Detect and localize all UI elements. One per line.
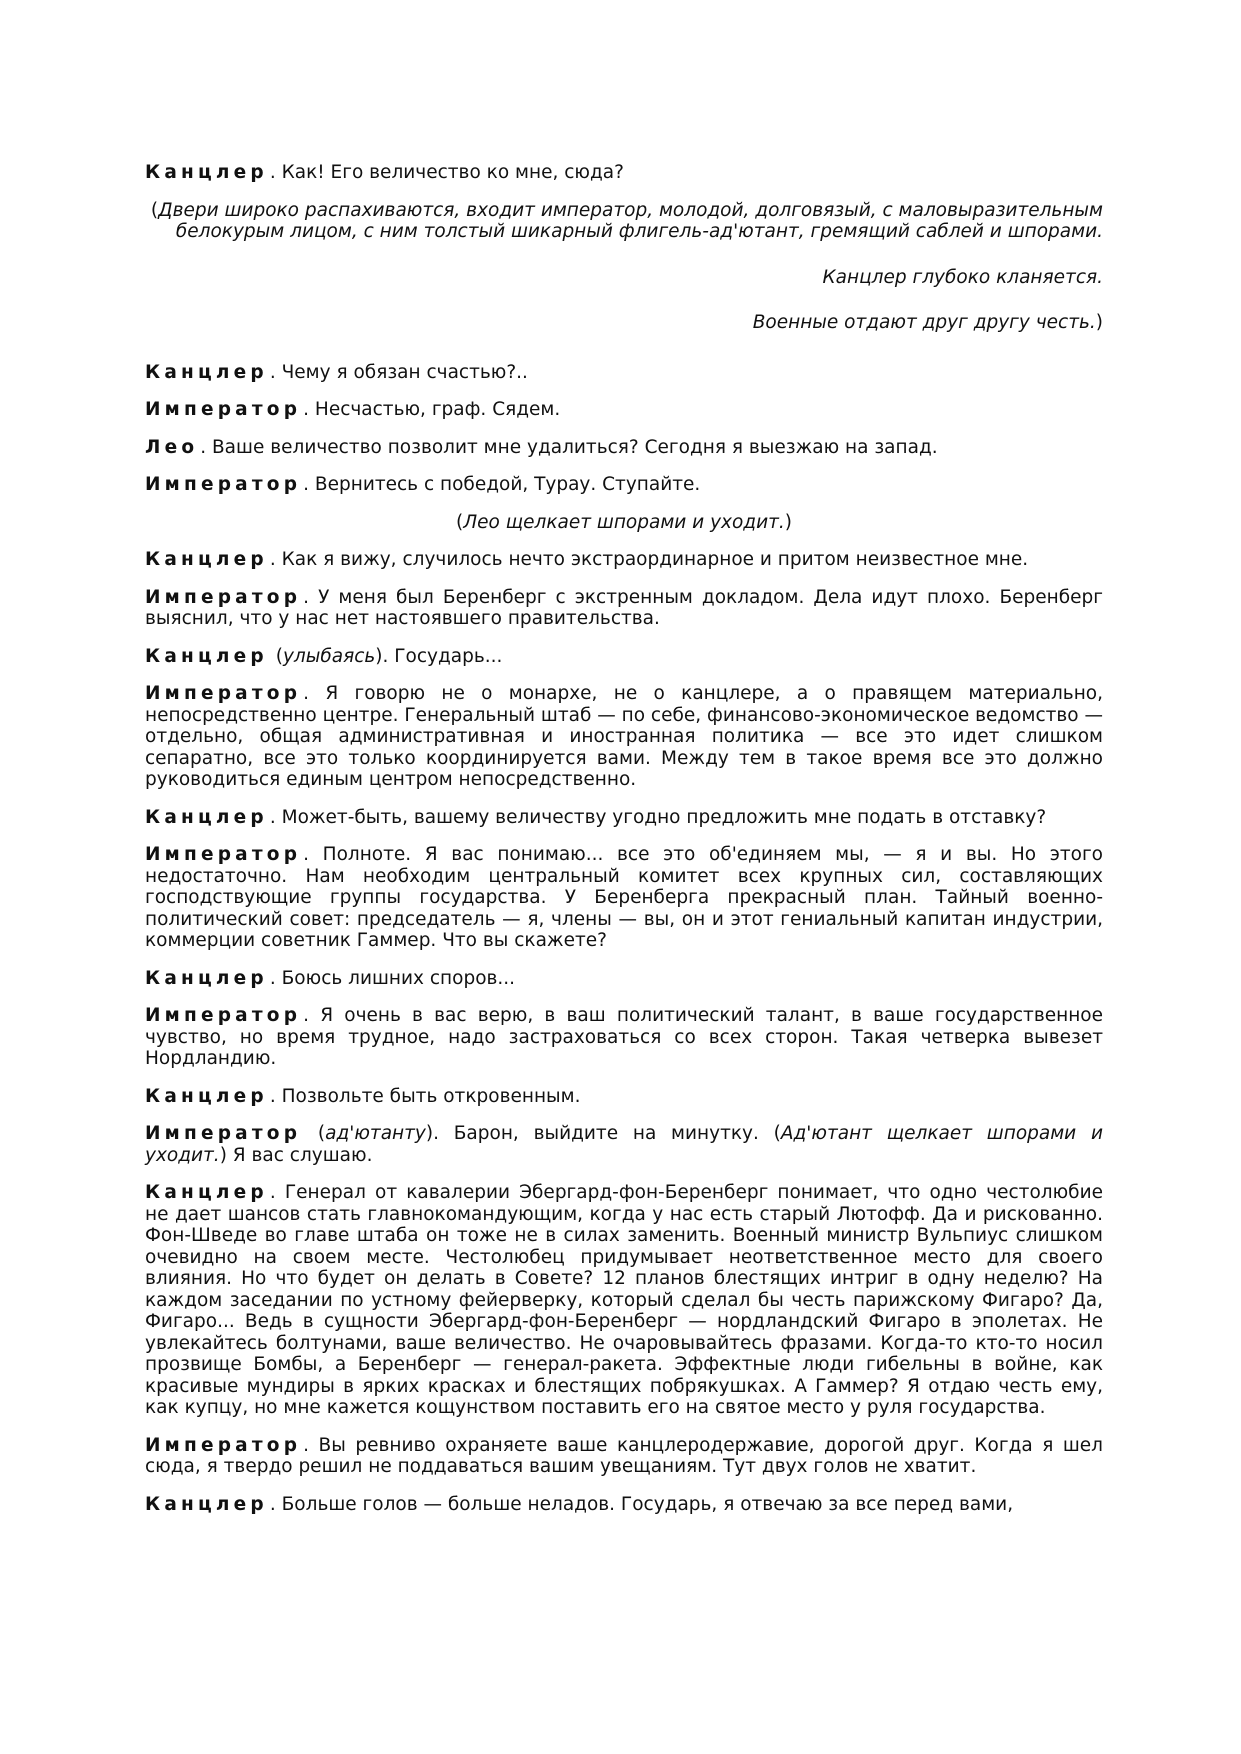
speech-emperor (145, 399, 1103, 421)
speaker-name: Канцлер (145, 361, 268, 383)
speaker-name: Император (145, 1434, 302, 1456)
speech-chancellor (145, 968, 1103, 990)
direction-text: Лео щелкает шпорами и уходит. (463, 511, 785, 533)
speech-text: . Вернитесь с победой, Турау. Ступайте. (303, 474, 701, 495)
remark-text: ад'ютанту (325, 1123, 426, 1144)
speech-emperor (145, 1005, 1103, 1070)
direction-paren-close: ) (784, 511, 792, 533)
speech-text: . Я очень в вас верю, в ваш политический талант, в ваше государственное чувство, но время трудное, надо застраховаться со всех сторон. Такая четверка вывезет Нордландию. (145, 1005, 1103, 1069)
stage-direction (145, 200, 1103, 243)
direction-paren-close: ) (1095, 312, 1103, 333)
speech-text: . Полноте. Я вас понимаю... все это об'единяем мы, — я и вы. Но этого недостаточно. Нам необходим центральный комитет всех крупных сил, составляющих господствующие группы государства. У Беренберга прекрасный план. Тайный военно-политический совет: председатель — я, члены — вы, он и этот гениальный капитан индустрии, коммерции советник Гаммер. Что вы скажете? (145, 844, 1103, 951)
speech-leo (145, 437, 1103, 459)
direction-text: Двери широко распахиваются, входит император, молодой, долговязый, с маловыразительным белокурым лицом, с ним толстый шикарный флигель-ад'ютант, гремящий саблей и шпорами. (158, 199, 1103, 242)
play-text (145, 162, 1103, 1531)
speech-chancellor (145, 1182, 1103, 1419)
speech-text: . Как! Его величество ко мне, сюда? (269, 162, 624, 183)
speech-chancellor (145, 1086, 1103, 1108)
speech-text: . Вы ревниво охраняете ваше канцлеродержавие, дорогой друг. Когда я шел сюда, я твердо решил не поддаваться вашим увещаниям. Тут двух голов не хватит. (145, 1434, 1103, 1477)
speech-emperor (145, 683, 1103, 791)
speaker-name: Император (145, 474, 302, 495)
speech-text: . Боюсь лишних споров... (269, 967, 516, 989)
speech-text: . Несчастью, граф. Сядем. (303, 399, 561, 420)
speech-emperor (145, 844, 1103, 952)
speech-text: ) Я вас слушаю. (219, 1144, 373, 1166)
speech-emperor (145, 1435, 1103, 1478)
speaker-name: Канцлер (145, 645, 268, 667)
speaker-name: Канцлер (145, 806, 268, 828)
speech-chancellor (145, 807, 1103, 829)
speech-text: ). Государь... (375, 645, 503, 667)
stage-direction (145, 267, 1103, 289)
speaker-name: Канцлер (145, 162, 268, 183)
speaker-name: Канцлер (145, 1182, 268, 1203)
speech-chancellor (145, 549, 1103, 571)
speech-text: . У меня был Беренберг с экстренным докладом. Дела идут плохо. Беренберг выяснил, что у нас нет настоявшего правительства. (145, 586, 1103, 629)
direction-text: Военные отдают друг другу честь. (752, 312, 1096, 333)
speech-text: . Может-быть, вашему величеству угодно предложить мне подать в отставку? (269, 806, 1047, 828)
speech-text: . Генерал от кавалерии Эбергард-фон-Беренберг понимает, что одно честолюбие не дает шансов стать главнокомандующим, когда у нас есть старый Лютофф. Да и рискованно. Фон-Шведе во главе штаба он тоже не в силах заменить. Военный министр Вульпиус слишком очевидно на своем месте. Честолюбец придумывает неответственное место для своего влияния. Но что будет он делать в Совете? 12 планов блестящих интриг в одну неделю? На каждом заседании по устному фейерверку, который сделал бы честь парижскому Фигаро? Да, Фигаро... Ведь в сущности Эбергард-фон-Беренберг — нордландский Фигаро в эполетах. Не увлекайтесь болтунами, ваше величество. Не очаровывайтесь фразами. Когда-то кто-то носил прозвище Бомбы, а Беренберг — генерал-ракета. Эффектные люди гибельны в войне, как красивые мундиры в ярких красках и блестящих побрякушках. А Гаммер? Я отдаю честь ему, как купцу, но мне кажется кощунством поставить его на святое место у руля государства. (145, 1182, 1103, 1418)
speech-text: . Как я вижу, случилось нечто экстраординарное и притом неизвестное мне. (269, 549, 1029, 570)
direction-text: Канцлер глубоко кланяется. (822, 266, 1103, 288)
direction-paren-open: ( (456, 511, 464, 533)
speech-text: . Позвольте быть откровенным. (269, 1085, 581, 1107)
speaker-name: Император (145, 399, 302, 420)
stage-direction (145, 512, 1103, 534)
speech-emperor (145, 474, 1103, 496)
speech-text: . Чему я обязан счастью?.. (269, 361, 528, 383)
speaker-name: Император (145, 683, 302, 704)
speaker-name: Император (145, 1005, 302, 1026)
speech-text: . Я говорю не о монархе, не о канцлере, а о правящем материально, непосредственно центре. Генеральный штаб — по себе, финансово-экономическое ведомство — отдельно, общая административная и иностранная политика — все это идет слишком сепаратно, все это только координируется вами. Между тем в такое время все это должно руководиться единым центром непосредственно. (145, 683, 1103, 790)
remark-text: Ад'ютант щелкает шпорами и уходит. (145, 1123, 1103, 1166)
speaker-name: Канцлер (145, 1085, 268, 1107)
direction-paren-open: ( (150, 199, 159, 221)
speech-chancellor (145, 162, 1103, 184)
remark-text: улыбаясь (282, 645, 376, 667)
speaker-name: Канцлер (145, 549, 268, 570)
speech-text: ). Барон, выйдите на минутку. ( (425, 1123, 781, 1144)
speaker-name: Лео (145, 436, 199, 458)
speech-chancellor (145, 1494, 1103, 1516)
speech-text: . Ваше величество позволит мне удалиться? Сегодня я выезжаю на запад. (200, 436, 938, 458)
speaker-name: Император (145, 844, 302, 865)
speech-chancellor (145, 646, 1103, 668)
speech-chancellor (145, 362, 1103, 384)
remark-paren-open: ( (303, 1123, 326, 1144)
speech-emperor (145, 1123, 1103, 1166)
speaker-name: Канцлер (145, 967, 268, 989)
speech-emperor (145, 587, 1103, 630)
speaker-name: Император (145, 586, 302, 608)
speaker-name: Канцлер (145, 1493, 268, 1515)
stage-direction-block (145, 200, 1103, 334)
remark-paren-open: ( (269, 645, 283, 667)
stage-direction (145, 312, 1103, 334)
speaker-name: Император (145, 1123, 302, 1144)
speech-text: . Больше голов — больше неладов. Государь, я отвечаю за все перед вами, (269, 1493, 1014, 1515)
